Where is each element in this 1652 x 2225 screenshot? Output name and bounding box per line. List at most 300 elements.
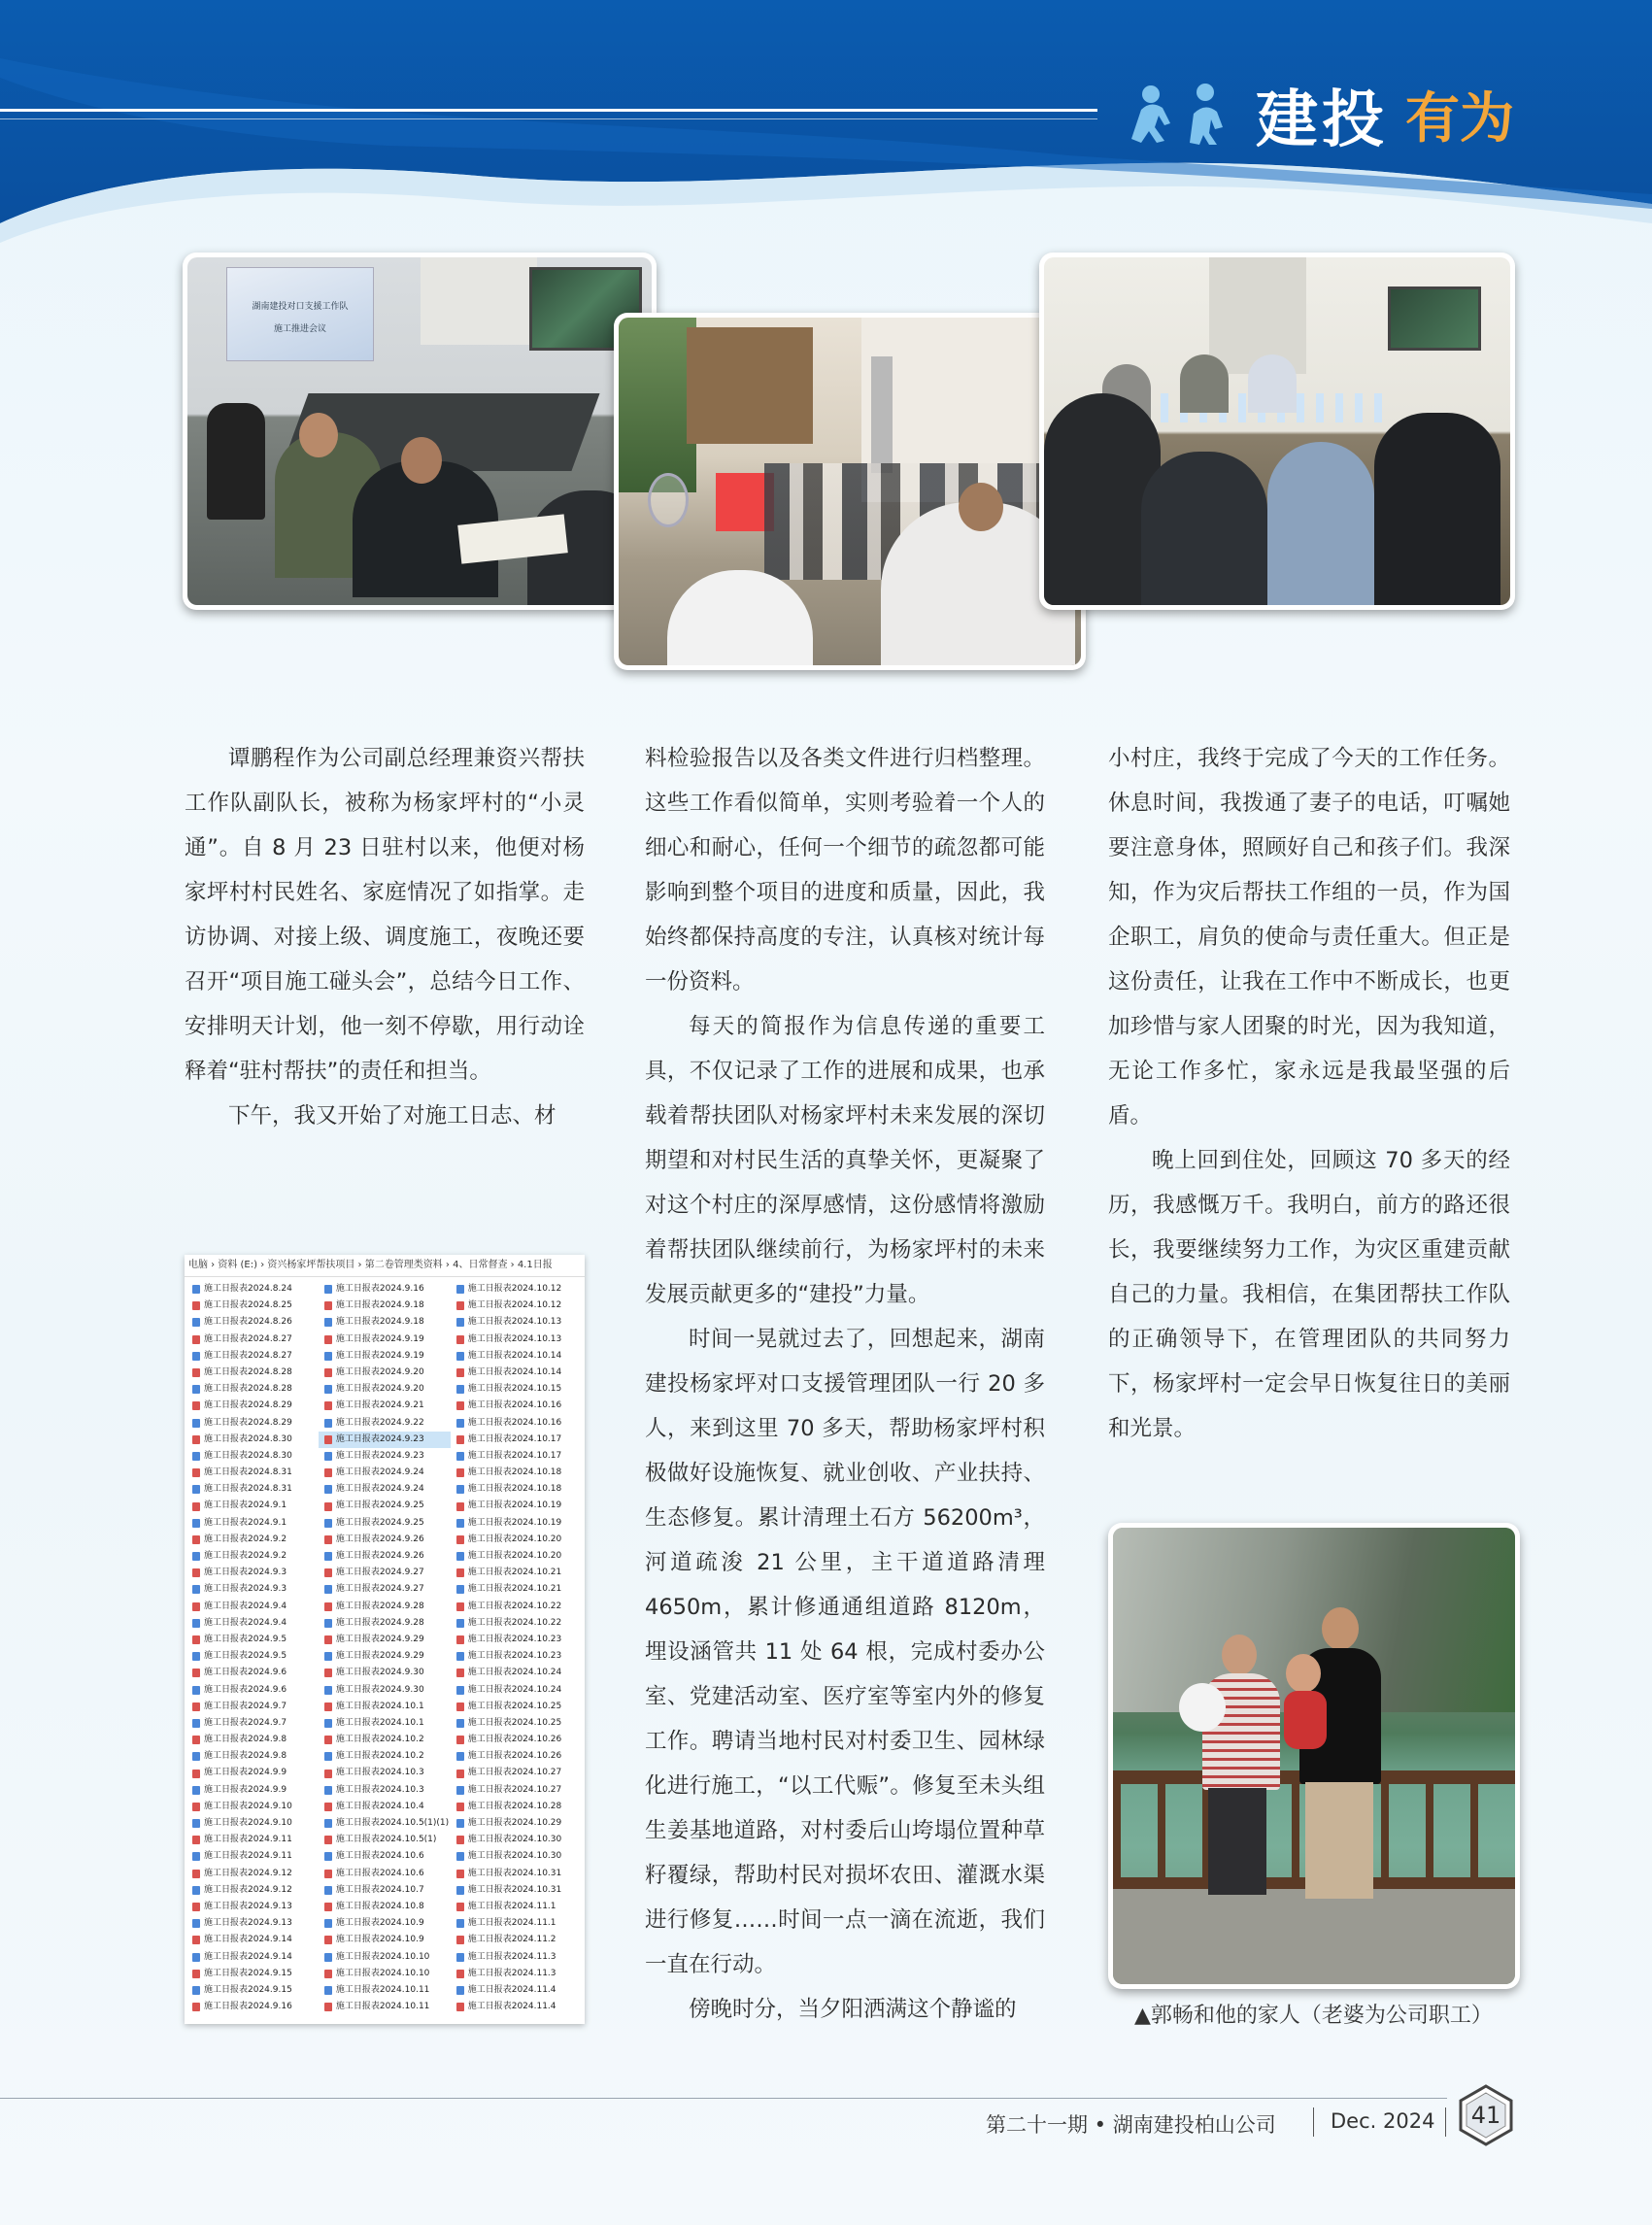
pdf-icon bbox=[456, 1535, 464, 1544]
file-name: 施工日报表2024.10.5(1)(1) bbox=[335, 1818, 450, 1828]
file-name: 施工日报表2024.9.11 bbox=[204, 1835, 292, 1845]
section-brand bbox=[1122, 70, 1514, 159]
file-row[interactable] bbox=[451, 1748, 583, 1765]
document-icon bbox=[324, 1652, 332, 1661]
pdf-icon bbox=[324, 1702, 332, 1711]
pdf-icon bbox=[324, 1502, 332, 1511]
file-row[interactable] bbox=[186, 1815, 319, 1832]
file-row[interactable] bbox=[186, 1465, 319, 1481]
file-name: 施工日报表2024.9.30 bbox=[335, 1668, 424, 1678]
file-row[interactable] bbox=[319, 1314, 451, 1331]
pdf-icon bbox=[456, 1301, 464, 1310]
file-name: 施工日报表2024.8.28 bbox=[204, 1366, 292, 1377]
file-name: 施工日报表2024.10.18 bbox=[467, 1467, 562, 1478]
file-name: 施工日报表2024.11.3 bbox=[467, 1968, 556, 1978]
paragraph: 傍晚时分，当夕阳洒满这个静谧的 bbox=[689, 1997, 1017, 2022]
file-name: 施工日报表2024.9.14 bbox=[204, 1951, 292, 1962]
file-name: 施工日报表2024.10.1 bbox=[335, 1717, 424, 1728]
document-icon bbox=[324, 1819, 332, 1828]
file-name: 施工日报表2024.9.12 bbox=[204, 1884, 292, 1895]
document-icon bbox=[456, 1318, 464, 1327]
file-name: 施工日报表2024.9.1 bbox=[204, 1500, 287, 1511]
file-name: 施工日报表2024.10.10 bbox=[335, 1951, 430, 1962]
file-row[interactable] bbox=[186, 1782, 319, 1799]
document-icon bbox=[456, 1385, 464, 1394]
file-row[interactable] bbox=[186, 1832, 319, 1848]
file-row[interactable] bbox=[451, 1448, 583, 1465]
file-row[interactable] bbox=[451, 1982, 583, 1999]
document-icon bbox=[192, 1852, 200, 1861]
file-name: 施工日报表2024.10.17 bbox=[467, 1450, 562, 1461]
file-row[interactable] bbox=[319, 1915, 451, 1932]
file-name: 施工日报表2024.8.27 bbox=[204, 1333, 292, 1344]
document-icon bbox=[192, 1719, 200, 1728]
pdf-icon bbox=[456, 1468, 464, 1477]
file-row[interactable] bbox=[451, 1682, 583, 1699]
file-name: 施工日报表2024.8.28 bbox=[204, 1384, 292, 1395]
file-name: 施工日报表2024.10.14 bbox=[467, 1366, 562, 1377]
file-name: 施工日报表2024.10.27 bbox=[467, 1768, 562, 1778]
file-row[interactable] bbox=[319, 1765, 451, 1781]
pdf-icon bbox=[192, 1736, 200, 1744]
file-row[interactable] bbox=[319, 1732, 451, 1748]
document-icon bbox=[324, 1852, 332, 1861]
file-row[interactable] bbox=[319, 1298, 451, 1314]
file-row[interactable] bbox=[319, 1682, 451, 1699]
pdf-icon bbox=[324, 1368, 332, 1377]
file-row[interactable] bbox=[451, 1832, 583, 1848]
header-rule bbox=[0, 109, 1097, 112]
file-name: 施工日报表2024.10.11 bbox=[335, 1984, 430, 1995]
file-row[interactable] bbox=[186, 1932, 319, 1948]
document-icon bbox=[324, 1419, 332, 1428]
file-row[interactable] bbox=[186, 1966, 319, 1982]
file-row[interactable] bbox=[451, 1848, 583, 1865]
file-row[interactable] bbox=[319, 1448, 451, 1465]
file-row[interactable] bbox=[319, 1899, 451, 1915]
document-icon bbox=[456, 1852, 464, 1861]
pdf-icon bbox=[192, 1903, 200, 1911]
footer-divider bbox=[1313, 2107, 1314, 2137]
file-row[interactable] bbox=[451, 1415, 583, 1432]
file-row[interactable] bbox=[186, 1665, 319, 1681]
file-row[interactable] bbox=[319, 1699, 451, 1715]
file-name: 施工日报表2024.9.7 bbox=[204, 1701, 287, 1711]
pdf-icon bbox=[456, 1368, 464, 1377]
file-name: 施工日报表2024.11.4 bbox=[467, 1984, 556, 1995]
screen-title: 湖南建投对口支援工作队 bbox=[252, 302, 349, 312]
file-row[interactable] bbox=[319, 1665, 451, 1681]
file-row[interactable] bbox=[186, 1498, 319, 1514]
file-row[interactable] bbox=[451, 1715, 583, 1732]
file-name: 施工日报表2024.10.12 bbox=[467, 1300, 562, 1311]
file-row[interactable] bbox=[186, 1915, 319, 1932]
file-row[interactable] bbox=[451, 1932, 583, 1948]
document-icon bbox=[456, 1452, 464, 1461]
file-row[interactable] bbox=[451, 1432, 583, 1448]
file-name: 施工日报表2024.9.10 bbox=[204, 1801, 292, 1811]
file-row[interactable] bbox=[186, 1298, 319, 1314]
file-name: 施工日报表2024.10.30 bbox=[467, 1835, 562, 1845]
file-row[interactable] bbox=[319, 1832, 451, 1848]
file-row[interactable] bbox=[451, 1348, 583, 1365]
file-name: 施工日报表2024.9.4 bbox=[204, 1601, 287, 1611]
file-row[interactable] bbox=[319, 1381, 451, 1398]
file-name: 施工日报表2024.10.16 bbox=[467, 1417, 562, 1428]
file-row[interactable] bbox=[451, 1782, 583, 1799]
file-name: 施工日报表2024.10.12 bbox=[467, 1284, 562, 1294]
pdf-icon bbox=[192, 1770, 200, 1778]
file-row[interactable] bbox=[319, 1548, 451, 1565]
file-row[interactable] bbox=[319, 1398, 451, 1414]
file-row[interactable] bbox=[186, 1999, 319, 2015]
file-name: 施工日报表2024.9.27 bbox=[335, 1584, 424, 1595]
file-name: 施工日报表2024.10.6 bbox=[335, 1851, 424, 1862]
document-icon bbox=[324, 1953, 332, 1962]
file-name: 施工日报表2024.9.28 bbox=[335, 1601, 424, 1611]
document-icon bbox=[324, 1986, 332, 1995]
text-column-middle bbox=[645, 736, 1045, 2032]
file-row[interactable] bbox=[186, 1365, 319, 1381]
file-name: 施工日报表2024.9.18 bbox=[335, 1300, 424, 1311]
daily-report-file-list bbox=[185, 1255, 585, 2024]
file-name: 施工日报表2024.10.28 bbox=[467, 1801, 562, 1811]
file-row[interactable] bbox=[319, 1966, 451, 1982]
file-row[interactable] bbox=[186, 1581, 319, 1598]
file-name: 施工日报表2024.8.31 bbox=[204, 1484, 292, 1495]
file-row[interactable] bbox=[451, 1465, 583, 1481]
file-row[interactable] bbox=[451, 1632, 583, 1648]
file-row[interactable] bbox=[186, 1398, 319, 1414]
file-row[interactable] bbox=[319, 1565, 451, 1581]
file-row[interactable] bbox=[451, 1281, 583, 1298]
file-row[interactable] bbox=[319, 1799, 451, 1815]
document-icon bbox=[324, 1886, 332, 1895]
file-row[interactable] bbox=[451, 1866, 583, 1882]
file-name: 施工日报表2024.9.29 bbox=[335, 1634, 424, 1644]
file-row[interactable] bbox=[451, 1565, 583, 1581]
footer-issue: 第二十一期 • 湖南建投柏山公司 bbox=[986, 2113, 1276, 2137]
pdf-icon bbox=[456, 1803, 464, 1811]
file-row[interactable] bbox=[451, 1999, 583, 2015]
document-icon bbox=[456, 1953, 464, 1962]
file-name: 施工日报表2024.10.6 bbox=[335, 1868, 424, 1878]
file-row[interactable] bbox=[186, 1481, 319, 1498]
pdf-icon bbox=[324, 1903, 332, 1911]
pdf-icon bbox=[324, 1602, 332, 1611]
file-row[interactable] bbox=[319, 1782, 451, 1799]
file-row[interactable] bbox=[186, 1848, 319, 1865]
file-name: 施工日报表2024.9.8 bbox=[204, 1751, 287, 1762]
file-row[interactable] bbox=[186, 1515, 319, 1532]
file-row[interactable] bbox=[451, 1532, 583, 1548]
pdf-icon bbox=[192, 1502, 200, 1511]
file-row[interactable] bbox=[186, 1866, 319, 1882]
pdf-icon bbox=[192, 1870, 200, 1878]
document-icon bbox=[192, 1886, 200, 1895]
file-row[interactable] bbox=[186, 1548, 319, 1565]
file-name: 施工日报表2024.10.21 bbox=[467, 1584, 562, 1595]
file-row[interactable] bbox=[451, 1699, 583, 1715]
file-row[interactable] bbox=[186, 1982, 319, 1999]
file-row[interactable] bbox=[319, 1281, 451, 1298]
document-icon bbox=[456, 1786, 464, 1795]
paragraph: 小村庄，我终于完成了今天的工作任务。休息时间，我拨通了妻子的电话，叮嘱她要注意身体，照顾好自己和孩子们。我深知，作为灾后帮扶工作组的一员，作为国企职工，肩负的使命与责任重大。但正是这份责任，让我在工作中不断成长，也更加珍惜与家人团聚的时光，因为我知道，无论工作多忙，家永远是我最坚强的后盾。 bbox=[1108, 746, 1510, 1129]
file-row[interactable] bbox=[186, 1882, 319, 1899]
file-row[interactable] bbox=[186, 1381, 319, 1398]
pdf-icon bbox=[192, 1535, 200, 1544]
pdf-icon bbox=[456, 1502, 464, 1511]
file-row[interactable] bbox=[451, 1966, 583, 1982]
document-icon bbox=[324, 1919, 332, 1928]
file-name: 施工日报表2024.10.22 bbox=[467, 1601, 562, 1611]
file-row[interactable] bbox=[451, 1314, 583, 1331]
pdf-icon bbox=[456, 1568, 464, 1577]
document-icon bbox=[324, 1552, 332, 1561]
file-row[interactable] bbox=[319, 1465, 451, 1481]
brand-title-bold: 建投 bbox=[1256, 84, 1388, 156]
file-row[interactable] bbox=[451, 1498, 583, 1514]
file-name: 施工日报表2024.9.3 bbox=[204, 1568, 287, 1578]
pdf-icon bbox=[456, 1335, 464, 1344]
file-name: 施工日报表2024.9.23 bbox=[335, 1450, 424, 1461]
file-row[interactable] bbox=[319, 1432, 451, 1448]
file-row[interactable] bbox=[319, 1515, 451, 1532]
file-row[interactable] bbox=[186, 1314, 319, 1331]
file-name: 施工日报表2024.10.18 bbox=[467, 1484, 562, 1495]
file-row[interactable] bbox=[186, 1732, 319, 1748]
file-name: 施工日报表2024.9.24 bbox=[335, 1467, 424, 1478]
document-icon bbox=[324, 1752, 332, 1761]
family-photo bbox=[1108, 1523, 1520, 1989]
file-row[interactable] bbox=[186, 1765, 319, 1781]
file-row[interactable] bbox=[451, 1381, 583, 1398]
file-row[interactable] bbox=[451, 1648, 583, 1665]
file-row[interactable] bbox=[186, 1949, 319, 1966]
file-row[interactable] bbox=[319, 1982, 451, 1999]
pdf-icon bbox=[324, 1401, 332, 1410]
document-icon bbox=[192, 1819, 200, 1828]
document-icon bbox=[324, 1686, 332, 1695]
file-row[interactable] bbox=[451, 1915, 583, 1932]
file-name: 施工日报表2024.9.20 bbox=[335, 1366, 424, 1377]
pdf-icon bbox=[324, 1736, 332, 1744]
file-name: 施工日报表2024.10.19 bbox=[467, 1500, 562, 1511]
file-name: 施工日报表2024.9.19 bbox=[335, 1350, 424, 1361]
file-column-1 bbox=[186, 1281, 319, 2015]
file-row[interactable] bbox=[186, 1899, 319, 1915]
document-icon bbox=[324, 1452, 332, 1461]
pdf-icon bbox=[192, 1435, 200, 1444]
file-row[interactable] bbox=[319, 1949, 451, 1966]
file-name: 施工日报表2024.10.25 bbox=[467, 1701, 562, 1711]
pdf-icon bbox=[324, 1468, 332, 1477]
document-icon bbox=[192, 1919, 200, 1928]
file-name: 施工日报表2024.9.23 bbox=[335, 1433, 424, 1444]
page-number: 41 bbox=[1470, 2102, 1501, 2129]
file-row[interactable] bbox=[319, 1615, 451, 1632]
file-row[interactable] bbox=[451, 1515, 583, 1532]
file-name: 施工日报表2024.10.29 bbox=[467, 1818, 562, 1828]
footer-rule bbox=[0, 2098, 1447, 2099]
pdf-icon bbox=[324, 1936, 332, 1944]
file-row[interactable] bbox=[319, 1365, 451, 1381]
file-row[interactable] bbox=[451, 1815, 583, 1832]
file-row[interactable] bbox=[319, 1481, 451, 1498]
header-rule-thin bbox=[0, 118, 1097, 119]
file-row[interactable] bbox=[319, 1632, 451, 1648]
file-name: 施工日报表2024.10.22 bbox=[467, 1617, 562, 1628]
file-name: 施工日报表2024.10.30 bbox=[467, 1851, 562, 1862]
file-row[interactable] bbox=[186, 1348, 319, 1365]
file-name: 施工日报表2024.9.3 bbox=[204, 1584, 287, 1595]
file-row[interactable] bbox=[186, 1432, 319, 1448]
file-row[interactable] bbox=[451, 1882, 583, 1899]
file-row[interactable] bbox=[319, 1848, 451, 1865]
file-name: 施工日报表2024.9.24 bbox=[335, 1484, 424, 1495]
file-row[interactable] bbox=[319, 1999, 451, 2015]
file-row[interactable] bbox=[451, 1765, 583, 1781]
paragraph: 下午，我又开始了对施工日志、材 bbox=[228, 1103, 556, 1129]
file-name: 施工日报表2024.9.9 bbox=[204, 1768, 287, 1778]
file-row[interactable] bbox=[451, 1398, 583, 1414]
file-name: 施工日报表2024.9.9 bbox=[204, 1784, 287, 1795]
file-name: 施工日报表2024.9.19 bbox=[335, 1333, 424, 1344]
file-row[interactable] bbox=[186, 1415, 319, 1432]
file-row[interactable] bbox=[186, 1748, 319, 1765]
file-name: 施工日报表2024.10.23 bbox=[467, 1634, 562, 1644]
pdf-icon bbox=[192, 1803, 200, 1811]
pdf-icon bbox=[192, 1970, 200, 1978]
document-icon bbox=[324, 1352, 332, 1361]
pdf-icon bbox=[456, 1970, 464, 1978]
file-row[interactable] bbox=[319, 1882, 451, 1899]
file-name: 施工日报表2024.10.14 bbox=[467, 1350, 562, 1361]
file-row[interactable] bbox=[186, 1699, 319, 1715]
file-row[interactable] bbox=[319, 1599, 451, 1615]
file-name: 施工日报表2024.9.30 bbox=[335, 1684, 424, 1695]
file-column-3 bbox=[451, 1281, 583, 2015]
file-row[interactable] bbox=[186, 1632, 319, 1648]
document-icon bbox=[324, 1519, 332, 1528]
meeting-photo-1 bbox=[183, 253, 657, 610]
photo-caption: ▲郭畅和他的家人（老婆为公司职工） bbox=[1134, 2004, 1493, 2028]
file-row[interactable] bbox=[186, 1599, 319, 1615]
file-row[interactable] bbox=[186, 1715, 319, 1732]
file-row[interactable] bbox=[319, 1748, 451, 1765]
file-row[interactable] bbox=[451, 1615, 583, 1632]
pdf-icon bbox=[192, 1301, 200, 1310]
document-icon bbox=[456, 1752, 464, 1761]
document-icon bbox=[456, 1719, 464, 1728]
pdf-icon bbox=[324, 1435, 332, 1444]
file-name: 施工日报表2024.9.25 bbox=[335, 1517, 424, 1528]
file-name: 施工日报表2024.10.2 bbox=[335, 1751, 424, 1762]
file-name: 施工日报表2024.10.24 bbox=[467, 1668, 562, 1678]
pdf-icon bbox=[456, 1435, 464, 1444]
breadcrumb[interactable]: 电脑 › 资料 (E:) › 资兴杨家坪帮扶项目 › 第二卷管理类资料 › 4、日常督查 › 4.1日报 bbox=[185, 1255, 585, 1277]
file-row[interactable] bbox=[451, 1298, 583, 1314]
file-row[interactable] bbox=[186, 1332, 319, 1348]
pdf-icon bbox=[456, 1736, 464, 1744]
document-icon bbox=[192, 1419, 200, 1428]
document-icon bbox=[192, 1552, 200, 1561]
file-name: 施工日报表2024.9.5 bbox=[204, 1651, 287, 1662]
file-name: 施工日报表2024.8.29 bbox=[204, 1417, 292, 1428]
document-icon bbox=[456, 1686, 464, 1695]
file-row[interactable] bbox=[451, 1799, 583, 1815]
projector-screen bbox=[226, 267, 374, 361]
file-row[interactable] bbox=[186, 1615, 319, 1632]
file-row[interactable] bbox=[319, 1348, 451, 1365]
file-row[interactable] bbox=[451, 1732, 583, 1748]
file-row[interactable] bbox=[186, 1648, 319, 1665]
pdf-icon bbox=[324, 1803, 332, 1811]
document-icon bbox=[192, 1485, 200, 1494]
file-row[interactable] bbox=[451, 1548, 583, 1565]
footer-date: Dec. 2024 bbox=[1331, 2109, 1435, 2133]
file-row[interactable] bbox=[319, 1648, 451, 1665]
file-name: 施工日报表2024.8.26 bbox=[204, 1317, 292, 1328]
file-row[interactable] bbox=[186, 1448, 319, 1465]
file-row[interactable] bbox=[451, 1365, 583, 1381]
document-icon bbox=[192, 1786, 200, 1795]
pdf-icon bbox=[324, 1535, 332, 1544]
file-row[interactable] bbox=[319, 1866, 451, 1882]
file-row[interactable] bbox=[451, 1599, 583, 1615]
file-row[interactable] bbox=[451, 1949, 583, 1966]
file-row[interactable] bbox=[186, 1799, 319, 1815]
file-row[interactable] bbox=[319, 1415, 451, 1432]
document-icon bbox=[324, 1385, 332, 1394]
file-row[interactable] bbox=[451, 1665, 583, 1681]
file-row[interactable] bbox=[319, 1932, 451, 1948]
document-icon bbox=[324, 1719, 332, 1728]
pdf-icon bbox=[192, 1836, 200, 1844]
file-name: 施工日报表2024.10.11 bbox=[335, 2002, 430, 2012]
pdf-icon bbox=[192, 1669, 200, 1677]
file-row[interactable] bbox=[319, 1532, 451, 1548]
file-row[interactable] bbox=[186, 1565, 319, 1581]
file-row[interactable] bbox=[451, 1899, 583, 1915]
document-icon bbox=[456, 1352, 464, 1361]
pdf-icon bbox=[192, 1401, 200, 1410]
file-column-2 bbox=[319, 1281, 451, 2015]
file-row[interactable] bbox=[319, 1332, 451, 1348]
text-column-left bbox=[185, 736, 585, 1138]
document-icon bbox=[456, 1285, 464, 1294]
file-row[interactable] bbox=[186, 1281, 319, 1298]
pdf-icon bbox=[456, 1903, 464, 1911]
pdf-icon bbox=[324, 1970, 332, 1978]
file-row[interactable] bbox=[186, 1682, 319, 1699]
document-icon bbox=[192, 1519, 200, 1528]
file-row[interactable] bbox=[451, 1332, 583, 1348]
file-row[interactable] bbox=[319, 1815, 451, 1832]
pdf-icon bbox=[192, 1368, 200, 1377]
file-name: 施工日报表2024.11.4 bbox=[467, 2002, 556, 2012]
file-row[interactable] bbox=[319, 1581, 451, 1598]
paragraph: 时间一晃就过去了，回想起来，湖南建投杨家坪对口支援管理团队一行 20 多人，来到这里 70 多天，帮助杨家坪村积极做好设施恢复、就业创收、产业扶持、生态修复。累计清理土石方 56200m³，河道疏浚 21 公里，主干道道路清理 4650m，累计修通通组道路 8120m，埋设涵管共 11 处 64 根，完成村委办公室、党建活动室、医疗室等室内外的修复工作。聘请当地村民对村委卫生、园林绿化进行施工，“以工代赈”。修复至未头组生姜基地道路，对村委后山垮塌位置种草籽覆绿，帮助村民对损坏农田、灌溉水渠进行修复……时间一点一滴在流逝，我们一直在行动。 bbox=[645, 1327, 1045, 1977]
file-name: 施工日报表2024.8.31 bbox=[204, 1467, 292, 1478]
file-row[interactable] bbox=[186, 1532, 319, 1548]
file-row[interactable] bbox=[319, 1715, 451, 1732]
file-name: 施工日报表2024.9.4 bbox=[204, 1617, 287, 1628]
document-icon bbox=[192, 1585, 200, 1594]
file-row[interactable] bbox=[319, 1498, 451, 1514]
file-row[interactable] bbox=[451, 1581, 583, 1598]
file-row[interactable] bbox=[451, 1481, 583, 1498]
